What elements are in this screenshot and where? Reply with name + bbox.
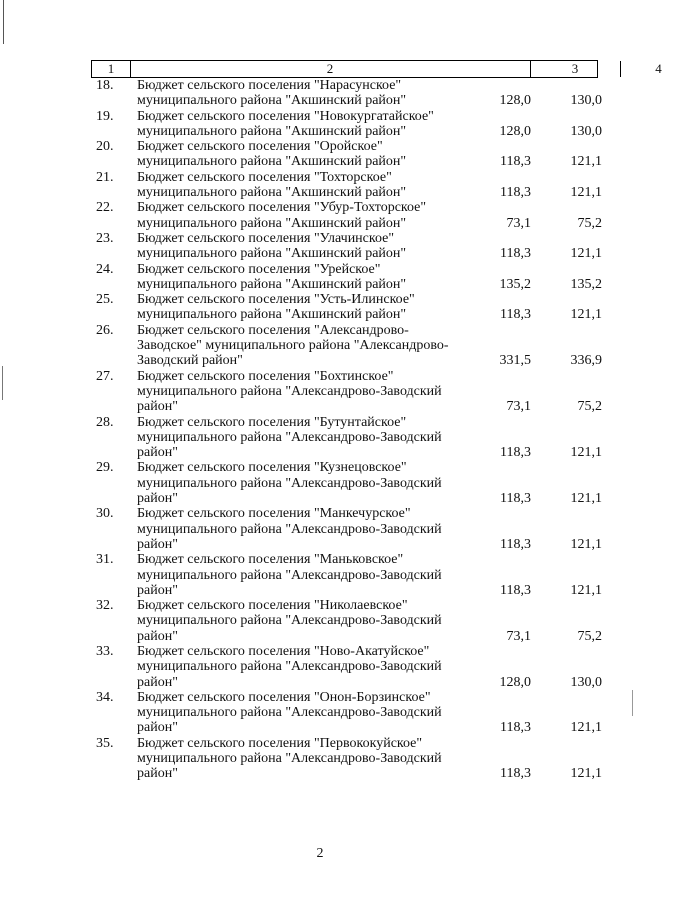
table-row	[0, 200, 640, 231]
row-name-line: район"	[137, 674, 178, 690]
row-budget-name	[137, 369, 467, 415]
row-budget-name	[137, 139, 467, 170]
row-name-line: район"	[137, 445, 178, 461]
row-name-line: Заводский район"	[137, 353, 243, 369]
row-value-col4: 121,1	[570, 720, 602, 736]
row-number: 28.	[96, 414, 114, 430]
row-number: 21.	[96, 169, 114, 185]
row-name-line: Бюджет сельского поселения "Кузнецовское"	[137, 460, 407, 476]
row-value-col4: 130,0	[570, 123, 602, 139]
row-budget-name	[137, 109, 467, 140]
row-value-col3: 118,3	[500, 536, 531, 552]
row-value-col4: 121,1	[570, 307, 602, 323]
row-number: 33.	[96, 643, 114, 659]
row-value-col4: 121,1	[570, 536, 602, 552]
row-budget-name	[137, 598, 467, 644]
row-name-line: муниципального района "Александрово-Заводский	[137, 659, 442, 675]
row-value-col4: 121,1	[570, 445, 602, 461]
row-value-col3: 118,3	[500, 766, 531, 782]
row-value-col3: 128,0	[499, 93, 531, 109]
table-row	[0, 460, 640, 506]
row-name-line: муниципального района "Акшинский район"	[137, 93, 407, 109]
row-name-line: Бюджет сельского поселения "Нарасунское"	[137, 78, 402, 93]
row-name-line: Бюджет сельского поселения "Усть-Илинское"	[137, 292, 415, 308]
row-value-col4: 121,1	[570, 582, 602, 598]
row-budget-name	[137, 262, 467, 293]
row-value-col3: 118,3	[500, 720, 531, 736]
row-number: 19.	[96, 108, 114, 124]
table-row	[0, 644, 640, 690]
row-name-line: район"	[137, 491, 178, 507]
row-name-line: район"	[137, 399, 178, 415]
table-row	[0, 690, 640, 736]
row-name-line: муниципального района "Александрово-Заводский	[137, 613, 442, 629]
row-value-col4: 135,2	[570, 276, 602, 292]
row-name-line: район"	[137, 720, 178, 736]
row-number: 20.	[96, 139, 114, 155]
table-row	[0, 369, 640, 415]
row-value-col4: 121,1	[570, 185, 602, 201]
header-col-4	[620, 61, 697, 77]
row-name-line: муниципального района "Акшинский район"	[137, 185, 407, 201]
header-col-3-label: 3	[571, 61, 579, 76]
row-name-line: муниципального района "Александрово-Заводский	[137, 751, 442, 767]
row-name-line: Бюджет сельского поселения "Урейское"	[137, 261, 381, 277]
row-budget-name	[137, 323, 467, 369]
row-name-line: Бюджет сельского поселения "Ново-Акатуйское"	[137, 643, 430, 659]
table-row	[0, 262, 640, 293]
row-value-col3: 118,3	[500, 154, 531, 170]
row-value-col3: 331,5	[499, 353, 531, 369]
row-name-line: муниципального района "Александрово-Заводский	[137, 521, 442, 537]
row-name-line: Бюджет сельского поселения "Улачинское"	[137, 230, 395, 246]
row-number: 30.	[96, 506, 114, 522]
row-number: 34.	[96, 689, 114, 705]
row-value-col3: 135,2	[499, 276, 531, 292]
header-col-1: 1	[92, 61, 131, 77]
row-name-line: муниципального района "Александрово-Заводский	[137, 429, 442, 445]
table-row	[0, 506, 640, 552]
row-value-col3: 118,3	[500, 246, 531, 262]
row-value-col4: 336,9	[570, 353, 602, 369]
row-name-line: Бюджет сельского поселения "Александрово-	[137, 322, 409, 338]
table-row	[0, 139, 640, 170]
row-number: 32.	[96, 598, 114, 614]
row-budget-name	[137, 78, 467, 109]
row-value-col3: 118,3	[500, 445, 531, 461]
page-number: 2	[316, 846, 324, 861]
row-name-line: муниципального района "Акшинский район"	[137, 246, 407, 262]
row-value-col4: 121,1	[570, 246, 602, 262]
row-value-col3: 118,3	[500, 491, 531, 507]
table-row	[0, 109, 640, 140]
row-name-line: муниципального района "Александрово-Заводский	[137, 705, 442, 721]
row-number: 25.	[96, 292, 114, 308]
row-name-line: муниципального района "Александрово-Заводский	[137, 475, 442, 491]
row-value-col3: 118,3	[500, 582, 531, 598]
row-budget-name	[137, 644, 467, 690]
row-budget-name	[137, 415, 467, 461]
row-number: 23.	[96, 230, 114, 246]
row-number: 29.	[96, 460, 114, 476]
row-name-line: район"	[137, 628, 178, 644]
row-number: 35.	[96, 735, 114, 751]
table-row	[0, 231, 640, 262]
row-value-col3: 73,1	[506, 215, 531, 231]
row-budget-name	[137, 460, 467, 506]
header-col-4-label: 4	[655, 61, 662, 76]
table-row	[0, 292, 640, 323]
row-name-line: муниципального района "Акшинский район"	[137, 307, 407, 323]
row-value-col3: 118,3	[500, 307, 531, 323]
row-budget-name	[137, 231, 467, 262]
scan-edge-mark	[3, 0, 4, 44]
row-name-line: район"	[137, 766, 178, 782]
row-number: 26.	[96, 322, 114, 338]
row-name-line: муниципального района "Александрово-Заводский	[137, 567, 442, 583]
row-value-col4: 75,2	[577, 215, 602, 231]
row-number: 22.	[96, 200, 114, 216]
row-name-line: Бюджет сельского поселения "Манкечурское"	[137, 506, 411, 522]
row-name-line: район"	[137, 582, 178, 598]
row-budget-name	[137, 690, 467, 736]
row-name-line: Бюджет сельского поселения "Онон-Борзинское"	[137, 689, 431, 705]
row-name-line: Бюджет сельского поселения "Убур-Тохторское"	[137, 200, 427, 216]
row-value-col4: 75,2	[577, 399, 602, 415]
row-budget-name	[137, 170, 467, 201]
row-name-line: Бюджет сельского поселения "Оройское"	[137, 139, 383, 155]
table-row	[0, 323, 640, 369]
row-value-col4: 121,1	[570, 154, 602, 170]
row-budget-name	[137, 736, 467, 782]
row-budget-name	[137, 292, 467, 323]
row-name-line: Бюджет сельского поселения "Николаевское"	[137, 598, 408, 614]
row-value-col4: 130,0	[570, 93, 602, 109]
header-col-3	[530, 61, 621, 77]
row-value-col3: 118,3	[500, 185, 531, 201]
budget-table-body	[0, 78, 640, 782]
row-number: 27.	[96, 368, 114, 384]
row-value-col4: 75,2	[577, 628, 602, 644]
table-row	[0, 170, 640, 201]
row-name-line: район"	[137, 536, 178, 552]
row-number: 24.	[96, 261, 114, 277]
row-name-line: муниципального района "Акшинский район"	[137, 154, 407, 170]
table-row	[0, 415, 640, 461]
header-col-2: 2	[130, 61, 531, 77]
row-value-col4: 121,1	[570, 766, 602, 782]
row-value-col3: 73,1	[506, 399, 531, 415]
row-name-line: муниципального района "Акшинский район"	[137, 276, 407, 292]
row-value-col4: 130,0	[570, 674, 602, 690]
row-value-col4: 121,1	[570, 491, 602, 507]
row-budget-name	[137, 552, 467, 598]
row-name-line: муниципального района "Александрово-Заводский	[137, 383, 442, 399]
row-name-line: Заводское" муниципального района "Александрово-	[137, 338, 449, 354]
table-row	[0, 598, 640, 644]
row-number: 31.	[96, 552, 114, 568]
row-budget-name	[137, 200, 467, 231]
row-budget-name	[137, 506, 467, 552]
table-row	[0, 552, 640, 598]
table-header	[91, 60, 662, 78]
row-value-col3: 128,0	[499, 674, 531, 690]
row-name-line: Бюджет сельского поселения "Бутунтайское"	[137, 414, 407, 430]
row-name-line: муниципального района "Акшинский район"	[137, 123, 407, 139]
table-row	[0, 736, 640, 782]
row-name-line: Бюджет сельского поселения "Бохтинское"	[137, 368, 394, 384]
row-name-line: Бюджет сельского поселения "Первококуйское"	[137, 735, 423, 751]
row-value-col3: 73,1	[506, 628, 531, 644]
row-number: 18.	[96, 78, 114, 93]
table-row	[0, 78, 640, 109]
row-name-line: Бюджет сельского поселения "Маньковское"	[137, 552, 404, 568]
row-name-line: Бюджет сельского поселения "Новокургатайское"	[137, 108, 434, 124]
row-name-line: Бюджет сельского поселения "Тохторское"	[137, 169, 392, 185]
row-value-col3: 128,0	[499, 123, 531, 139]
row-name-line: муниципального района "Акшинский район"	[137, 215, 407, 231]
